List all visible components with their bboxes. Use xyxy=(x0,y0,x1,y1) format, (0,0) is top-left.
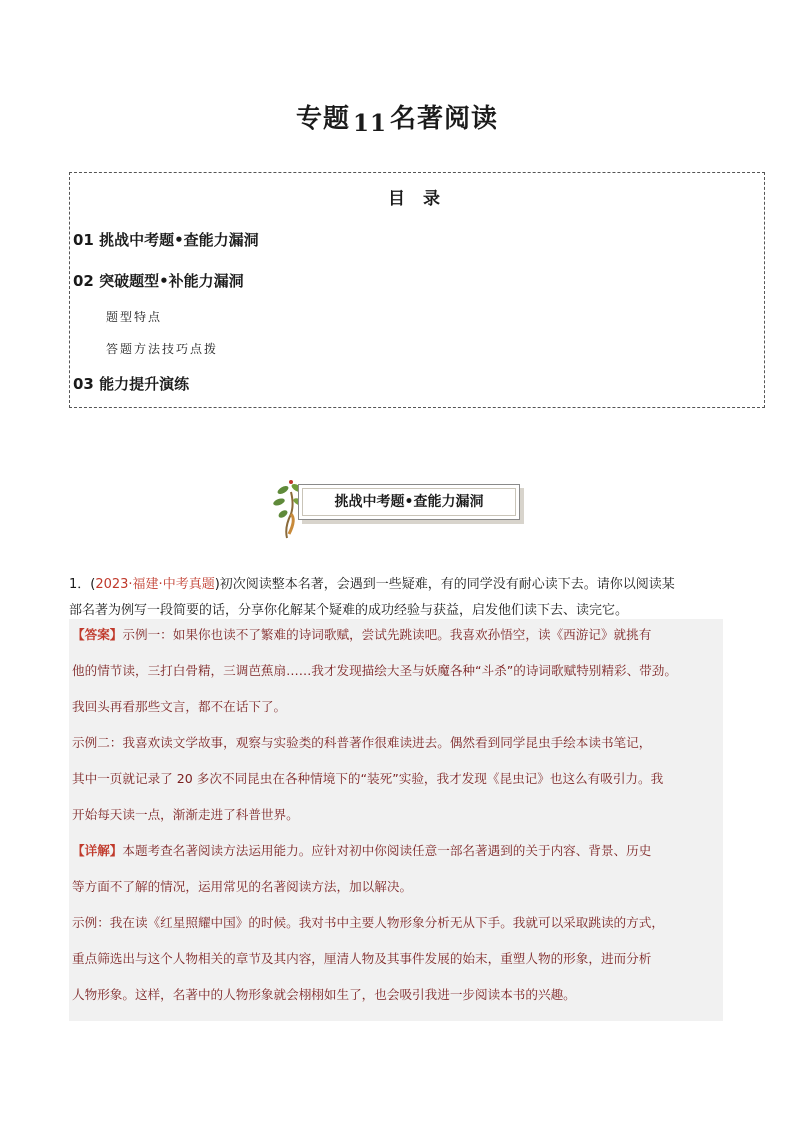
detail-tag: 【详解】 xyxy=(72,843,123,858)
toc-subitem-2[interactable]: 答题方法技巧点拨 xyxy=(106,342,219,356)
answer-line-3: 我回头再看那些文言，都不在话下了。 xyxy=(72,699,287,714)
question-line-1 xyxy=(69,573,725,592)
question-line-2: 部名著为例写一段简要的话，分享你化解某个疑难的成功经验与获益，启发他们读下去、读完它。 xyxy=(69,603,629,618)
answer-line-5: 其中一页就记录了 20 多次不同昆虫在各种情境下的“装死”实验，我才发现《昆虫记》也这么有吸引力。我 xyxy=(72,771,664,786)
toc-item-3[interactable]: 03 能力提升演练 xyxy=(73,375,190,393)
detail-text-1: 本题考查名著阅读方法运用能力。应针对初中你阅读任意一部名著遇到的关于内容、背景、历史 xyxy=(122,843,652,858)
title-number: 11 xyxy=(352,110,387,137)
table-of-contents xyxy=(69,172,765,408)
detail-line-5: 人物形象。这样，名著中的人物形象就会栩栩如生了，也会吸引我进一步阅读本书的兴趣。 xyxy=(72,987,576,1002)
detail-line-3: 示例：我在读《红星照耀中国》的时候。我对书中主要人物形象分析无从下手。我就可以采取跳读的方式， xyxy=(72,915,664,930)
question-source: 2023·福建·中考真题 xyxy=(95,577,215,592)
question-text-1: )初次阅读整本名著，会遇到一些疑难，有的同学没有耐心读下去。请你以阅读某 xyxy=(214,577,675,592)
title-prefix: 专题 xyxy=(295,104,350,134)
toc-item-1[interactable]: 01 挑战中考题•查能力漏洞 xyxy=(73,231,259,249)
question-number: 1．( xyxy=(69,577,96,592)
answer-line-6: 开始每天读一点，渐渐走进了科普世界。 xyxy=(72,807,299,822)
answer-text-1: 示例一：如果你也读不了繁难的诗词歌赋，尝试先跳读吧。我喜欢孙悟空，读《西游记》就挑有 xyxy=(122,627,652,642)
answer-tag: 【答案】 xyxy=(72,627,123,642)
banner-frame xyxy=(298,484,520,520)
banner-label: 挑战中考题•查能力漏洞 xyxy=(334,494,484,510)
detail-line-2: 等方面不了解的情况，运用常见的名著阅读方法，加以解决。 xyxy=(72,879,413,894)
toc-heading: 目 录 xyxy=(388,189,446,209)
toc-item-2[interactable]: 02 突破题型•补能力漏洞 xyxy=(73,272,244,290)
answer-line-2: 他的情节读，三打白骨精，三调芭蕉扇……我才发现描绘大圣与妖魔各种“斗杀”的诗词歌赋特别精彩、带劲。 xyxy=(72,663,677,678)
answer-panel xyxy=(69,619,723,1021)
answer-line-1 xyxy=(72,624,651,643)
toc-subitem-1[interactable]: 题型特点 xyxy=(106,310,163,324)
detail-line-4: 重点筛选出与这个人物相关的章节及其内容，厘清人物及其事件发展的始末，重塑人物的形象，进而分析 xyxy=(72,951,652,966)
answer-line-4: 示例二：我喜欢读文学故事，观察与实验类的科普著作很难读进去。偶然看到同学昆虫手绘本读书笔记， xyxy=(72,735,652,750)
section-banner xyxy=(265,478,530,540)
title-suffix: 名著阅读 xyxy=(390,104,499,134)
document-title xyxy=(0,98,794,135)
detail-line-1 xyxy=(72,840,651,859)
